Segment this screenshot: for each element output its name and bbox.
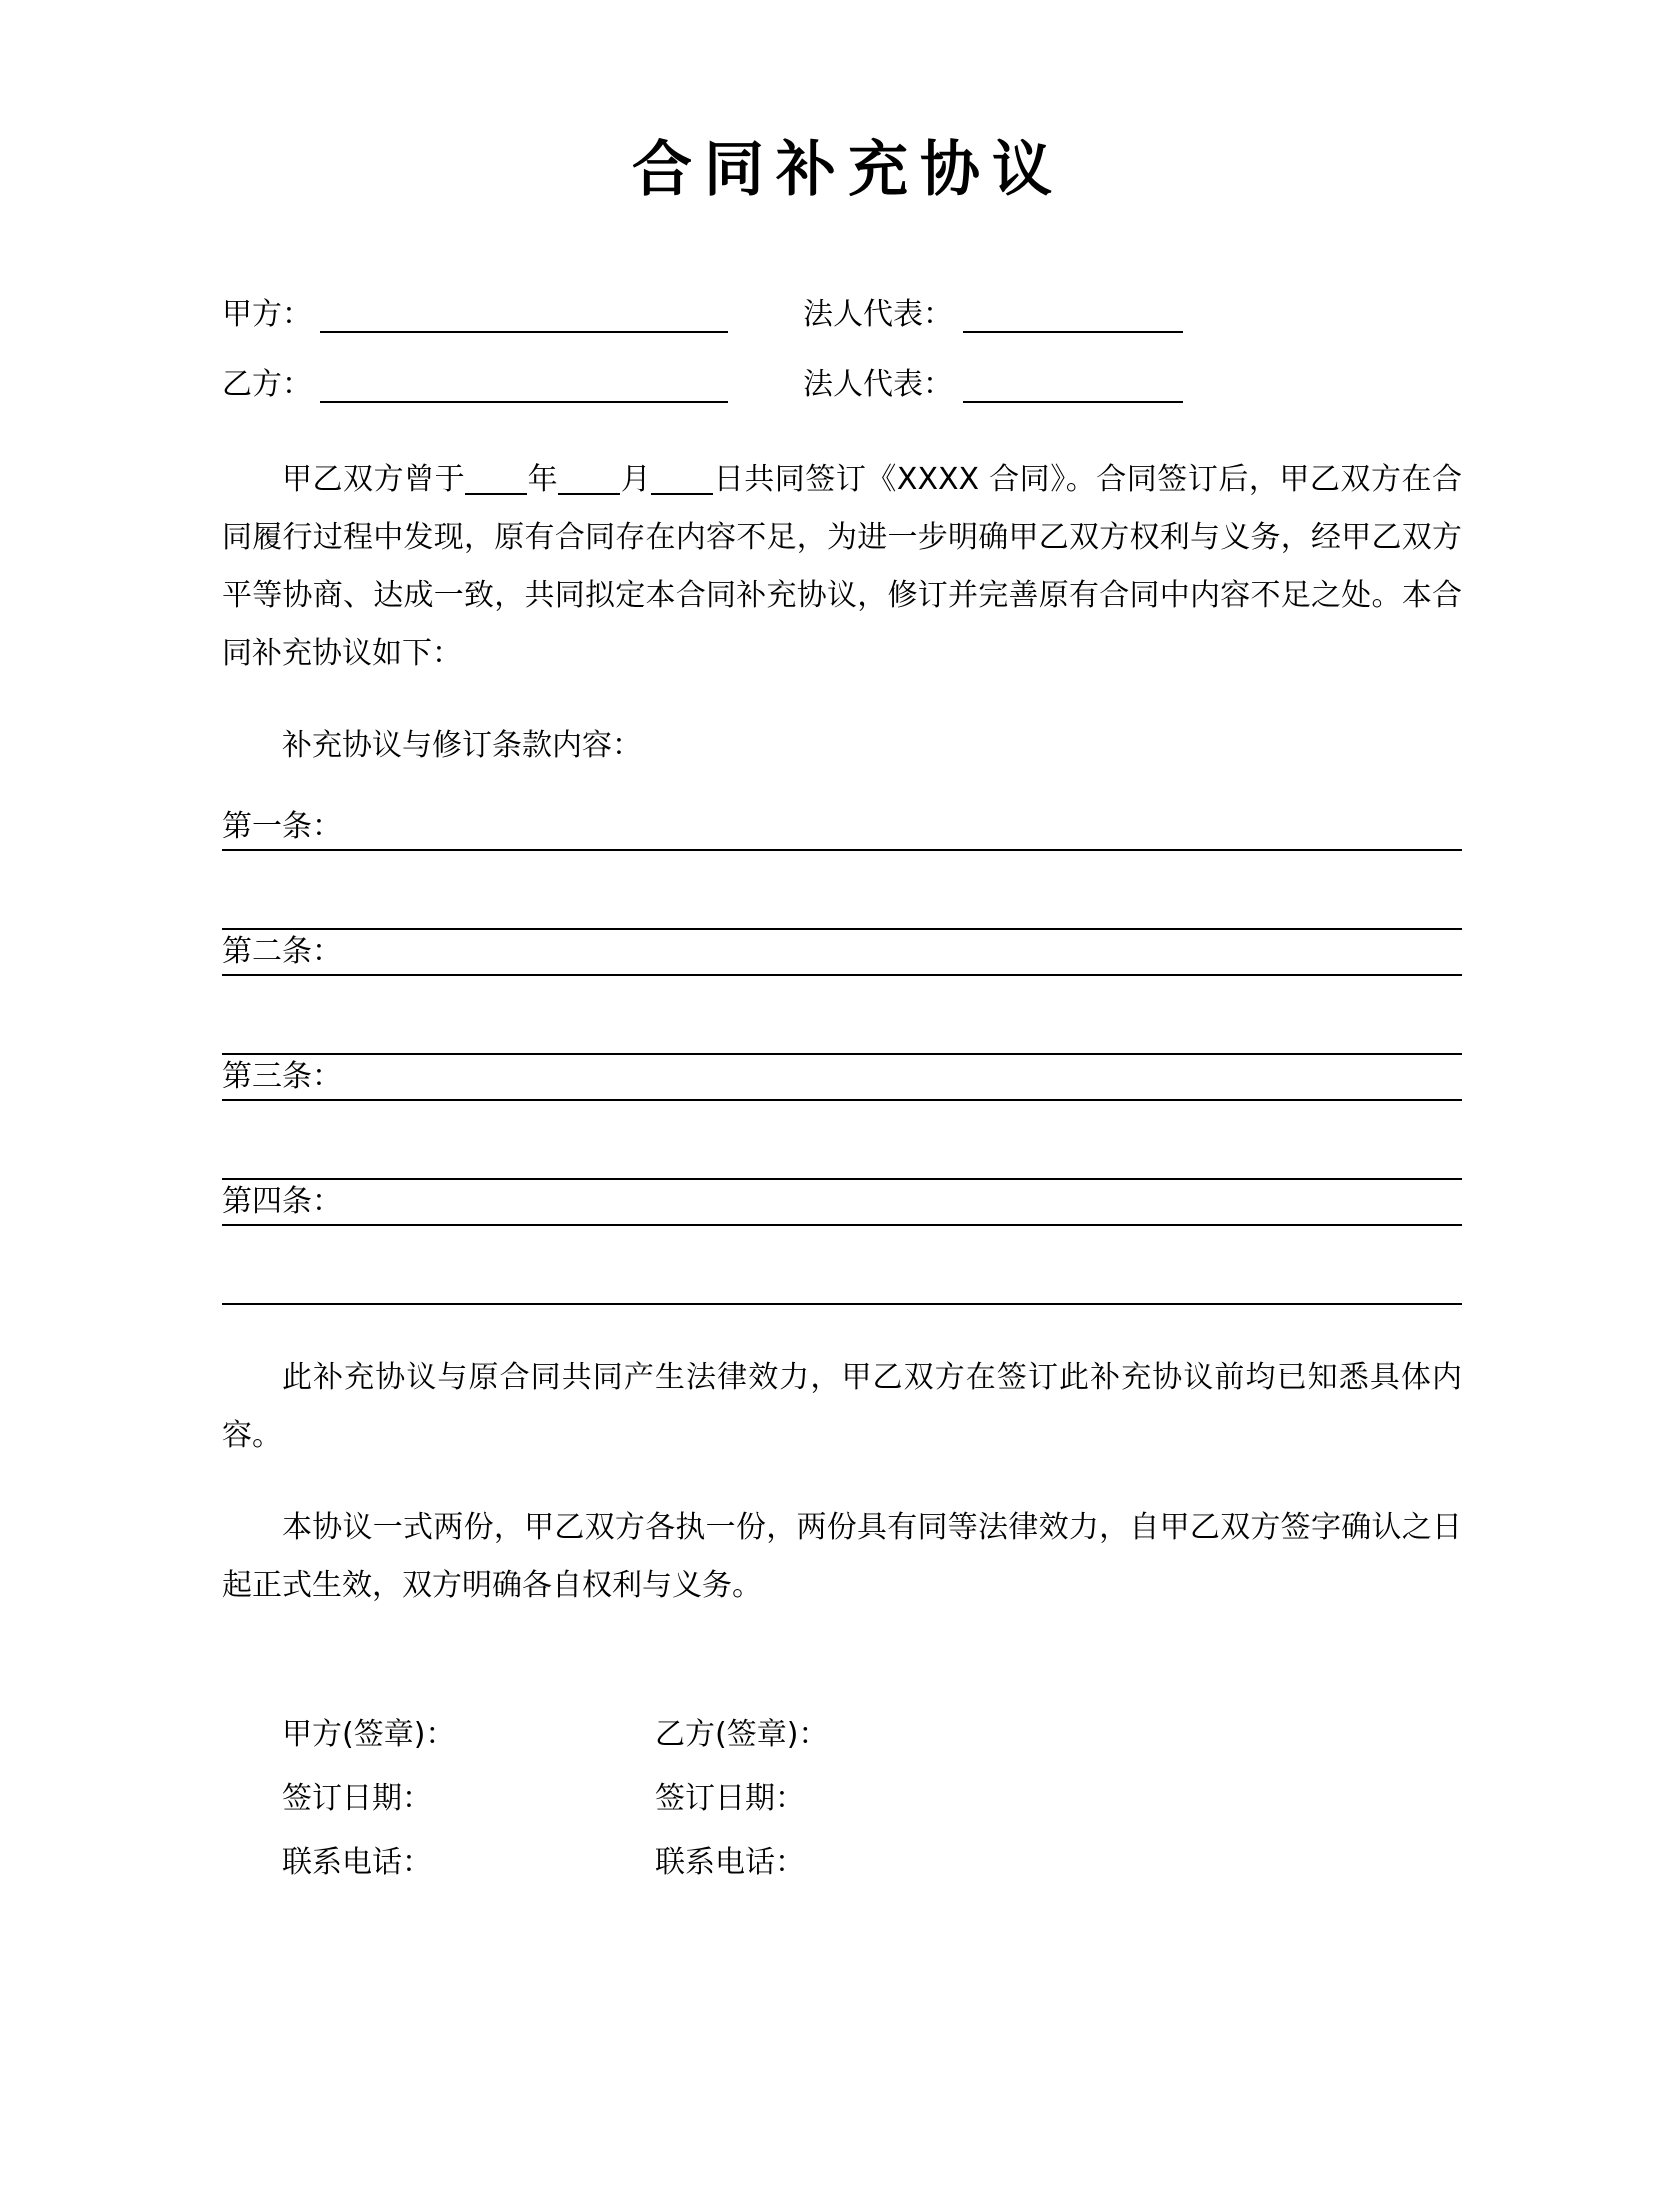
party-a-phone-label: 联系电话： bbox=[282, 1845, 432, 1880]
clause-1-line[interactable] bbox=[222, 805, 1462, 851]
page-title: 合同补充协议 bbox=[632, 135, 1064, 205]
party-a-input[interactable] bbox=[320, 301, 728, 333]
intro-text-2: 日共同签订《XXXX 合同》。合同签订后，甲乙双方在合同履行过程中发现，原有合同存在内容不足，为进一步明确甲乙双方权利与义务，经甲乙双方平等协商、达成一致，共同拟定本合同补充协议，修订并完善原有合同中内容不足之处。本合同补充协议如下： bbox=[222, 462, 1462, 671]
clause-1-continuation-input[interactable] bbox=[222, 851, 1462, 930]
party-a-label: 甲方 bbox=[222, 296, 282, 332]
party-a-row bbox=[222, 277, 1462, 333]
legal-rep-a-colon: ： bbox=[923, 296, 953, 332]
intro-text-1: 甲乙双方曾于 bbox=[282, 462, 466, 497]
party-b-phone-row[interactable] bbox=[655, 1831, 828, 1895]
party-b-seal-row[interactable] bbox=[655, 1703, 828, 1767]
clauses-section-heading: 补充协议与修订条款内容： bbox=[282, 728, 642, 763]
clause-2-continuation-input[interactable] bbox=[222, 976, 1462, 1055]
legal-rep-b-colon: ： bbox=[923, 366, 953, 402]
signing-month-input[interactable] bbox=[558, 463, 620, 495]
party-b-input[interactable] bbox=[320, 371, 728, 403]
signing-year-input[interactable] bbox=[465, 463, 527, 495]
signature-column-party-a bbox=[222, 1703, 655, 1895]
party-b-seal-label: 乙方(签章)： bbox=[655, 1717, 829, 1752]
party-a-date-label: 签订日期： bbox=[282, 1781, 432, 1816]
clause-item bbox=[222, 805, 1462, 930]
closing-paragraph-2: 本协议一式两份，甲乙双方各执一份，两份具有同等法律效力，自甲乙双方签字确认之日起正式生效，双方明确各自权利与义务。 bbox=[222, 1510, 1462, 1603]
clause-1-label: 第一条： bbox=[222, 808, 342, 844]
clause-4-continuation-input[interactable] bbox=[222, 1226, 1462, 1305]
party-b-date-row[interactable] bbox=[655, 1767, 828, 1831]
clause-item bbox=[222, 930, 1462, 1055]
closing-paragraph-1: 此补充协议与原合同共同产生法律效力，甲乙双方在签订此补充协议前均已知悉具体内容。 bbox=[222, 1360, 1462, 1453]
signing-day-input[interactable] bbox=[651, 463, 713, 495]
party-header-block bbox=[222, 277, 1462, 403]
party-b-phone-label: 联系电话： bbox=[655, 1845, 805, 1880]
clause-3-label: 第三条： bbox=[222, 1058, 342, 1094]
legal-rep-b-input[interactable] bbox=[963, 371, 1183, 403]
party-a-seal-label: 甲方(签章)： bbox=[282, 1717, 456, 1752]
legal-rep-b-label: 法人代表 bbox=[803, 366, 923, 402]
clause-item bbox=[222, 1180, 1462, 1305]
clauses-list bbox=[222, 805, 1462, 1305]
clause-4-line[interactable] bbox=[222, 1180, 1462, 1226]
signature-block bbox=[222, 1703, 1462, 1895]
clause-2-line[interactable] bbox=[222, 930, 1462, 976]
legal-rep-a-input[interactable] bbox=[963, 301, 1183, 333]
clause-item bbox=[222, 1055, 1462, 1180]
party-b-date-label: 签订日期： bbox=[655, 1781, 805, 1816]
party-b-label: 乙方 bbox=[222, 366, 282, 402]
intro-month-label: 月 bbox=[620, 462, 652, 497]
party-a-seal-row[interactable] bbox=[282, 1703, 655, 1767]
intro-year-label: 年 bbox=[527, 462, 559, 497]
legal-rep-a-label: 法人代表 bbox=[803, 296, 923, 332]
party-b-row bbox=[222, 347, 1462, 403]
clause-3-continuation-input[interactable] bbox=[222, 1101, 1462, 1180]
party-a-colon: ： bbox=[282, 296, 312, 332]
clause-4-label: 第四条： bbox=[222, 1183, 342, 1219]
intro-paragraph bbox=[222, 451, 1462, 683]
clause-2-label: 第二条： bbox=[222, 933, 342, 969]
document-content bbox=[222, 0, 1462, 1895]
party-b-colon: ： bbox=[282, 366, 312, 402]
party-a-date-row[interactable] bbox=[282, 1767, 655, 1831]
clause-3-line[interactable] bbox=[222, 1055, 1462, 1101]
party-a-phone-row[interactable] bbox=[282, 1831, 655, 1895]
signature-column-party-b bbox=[655, 1703, 828, 1895]
